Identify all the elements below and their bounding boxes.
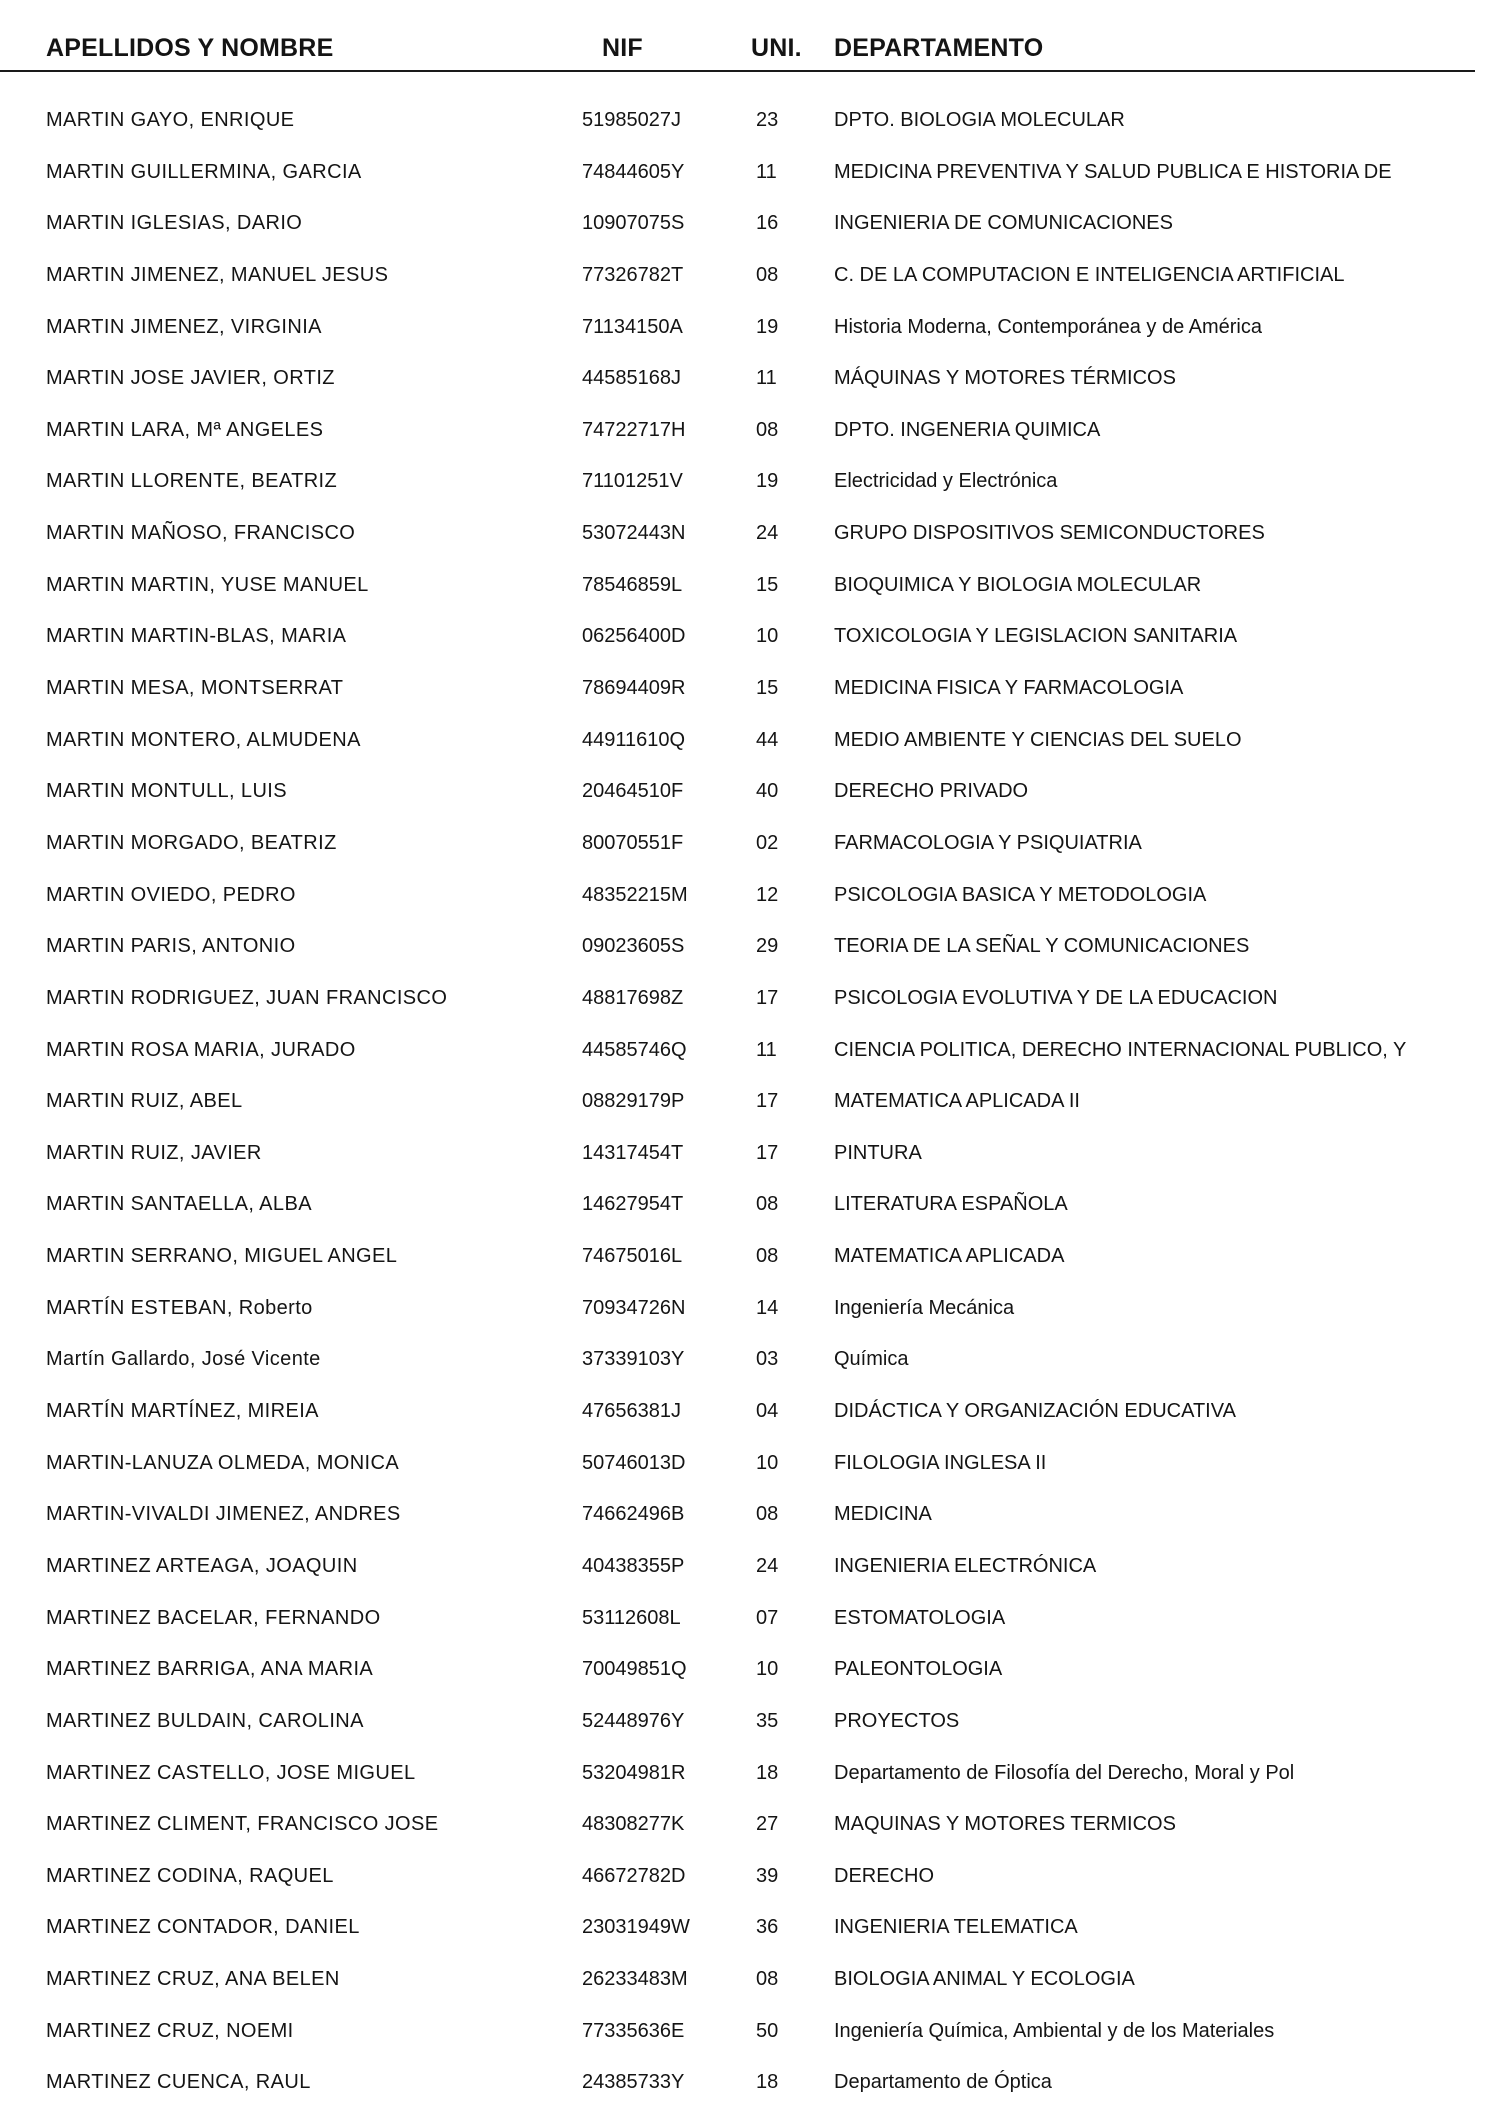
cell-uni: 19 [756,470,779,493]
cell-departamento: DPTO. INGENERIA QUIMICA [834,418,1101,441]
cell-uni: 44 [756,728,779,751]
cell-uni: 08 [756,1245,779,1268]
table-row [0,724,1500,776]
cell-name: MARTINEZ ARTEAGA, JOAQUIN [46,1554,358,1577]
cell-nif: 44585168J [582,367,681,390]
cell-name: MARTIN GAYO, ENRIQUE [46,109,295,131]
cell-uni: 08 [756,418,779,441]
cell-name: MARTIN JIMENEZ, VIRGINIA [46,315,322,338]
table-row [0,1447,1500,1499]
cell-uni: 50 [756,2019,779,2042]
table-row [0,207,1500,259]
cell-name: MARTIN SANTAELLA, ALBA [46,1193,312,1216]
cell-nif: 74844605Y [582,160,685,183]
cell-nif: 14627954T [582,1193,684,1216]
cell-nif: 50746013D [582,1451,686,1474]
cell-uni: 11 [756,1038,777,1061]
cell-nif: 48352215M [582,883,688,906]
cell-nif: 40438355P [582,1554,685,1577]
cell-nif: 51985027J [582,109,681,131]
cell-nif: 44585746Q [582,1038,687,1061]
cell-uni: 19 [756,315,779,338]
cell-departamento: PALEONTOLOGIA [834,1658,1003,1681]
table-row [0,879,1500,931]
cell-departamento: MEDICINA PREVENTIVA Y SALUD PUBLICA E HISTORIA DE [834,160,1392,183]
cell-uni: 08 [756,1968,779,1991]
cell-nif: 46672782D [582,1864,686,1887]
cell-nif: 53204981R [582,1761,686,1784]
cell-nif: 24385733Y [582,2071,685,2094]
table-row [0,827,1500,879]
cell-departamento: FARMACOLOGIA Y PSIQUIATRIA [834,831,1142,854]
cell-nif: 09023605S [582,935,685,958]
cell-name: MARTIN IGLESIAS, DARIO [46,212,303,235]
table-row [0,2066,1500,2118]
cell-nif: 48817698Z [582,986,684,1009]
table-row [0,1963,1500,2015]
cell-nif: 20464510F [582,780,684,803]
cell-nif: 71134150A [582,315,683,338]
table-row [0,1240,1500,1292]
cell-name: MARTINEZ CONTADOR, DANIEL [46,1916,360,1939]
table-row [0,517,1500,569]
cell-departamento: Historia Moderna, Contemporánea y de América [834,315,1262,338]
cell-departamento: ESTOMATOLOGIA [834,1606,1006,1629]
cell-name: MARTIN OVIEDO, PEDRO [46,883,296,906]
cell-departamento: DERECHO [834,1864,935,1887]
cell-nif: 74675016L [582,1245,683,1268]
cell-uni: 15 [756,573,779,596]
table-row [0,156,1500,208]
cell-departamento: PSICOLOGIA EVOLUTIVA Y DE LA EDUCACION [834,986,1278,1009]
cell-departamento: Electricidad y Electrónica [834,470,1058,493]
cell-uni: 40 [756,780,779,803]
cell-departamento: C. DE LA COMPUTACION E INTELIGENCIA ARTIFICIAL [834,263,1345,286]
header-uni: UNI. [751,34,802,62]
table-row [0,1911,1500,1963]
cell-name: MARTINEZ CRUZ, NOEMI [46,2019,294,2042]
table-header [0,34,1500,74]
cell-uni: 11 [756,367,777,390]
header-name: APELLIDOS Y NOMBRE [46,34,334,62]
cell-uni: 08 [756,263,779,286]
table-row [0,1034,1500,1086]
cell-departamento: PINTURA [834,1141,922,1164]
cell-name: MARTIN JOSE JAVIER, ORTIZ [46,367,335,390]
cell-uni: 17 [756,1090,779,1113]
cell-departamento: PROYECTOS [834,1709,960,1732]
cell-departamento: MATEMATICA APLICADA II [834,1090,1080,1113]
table-row [0,982,1500,1034]
header-departamento: DEPARTAMENTO [834,34,1044,62]
cell-uni: 18 [756,1761,779,1784]
cell-name: MARTINEZ CODINA, RAQUEL [46,1864,334,1887]
table-row [0,1550,1500,1602]
cell-departamento: LITERATURA ESPAÑOLA [834,1193,1068,1216]
cell-name: MARTINEZ CRUZ, ANA BELEN [46,1968,340,1991]
cell-departamento: CIENCIA POLITICA, DERECHO INTERNACIONAL PUBLICO, Y [834,1038,1407,1061]
cell-uni: 15 [756,677,779,700]
cell-name: MARTIN-VIVALDI JIMENEZ, ANDRES [46,1503,401,1526]
cell-name: MARTIN ROSA MARIA, JURADO [46,1038,356,1061]
cell-uni: 16 [756,212,779,235]
cell-departamento: Ingeniería Química, Ambiental y de los Materiales [834,2019,1275,2042]
cell-departamento: Química [834,1348,909,1371]
table-row [0,2015,1500,2067]
cell-nif: 78546859L [582,573,683,596]
cell-uni: 08 [756,1503,779,1526]
cell-uni: 07 [756,1606,779,1629]
cell-departamento: INGENIERIA TELEMATICA [834,1916,1078,1939]
table-row [0,930,1500,982]
table-row [0,1653,1500,1705]
table-row [0,672,1500,724]
cell-uni: 18 [756,2071,779,2094]
cell-name: MARTIN RODRIGUEZ, JUAN FRANCISCO [46,986,448,1009]
cell-departamento: FILOLOGIA INGLESA II [834,1451,1047,1474]
cell-nif: 80070551F [582,831,684,854]
cell-uni: 10 [756,1451,779,1474]
cell-departamento: PSICOLOGIA BASICA Y METODOLOGIA [834,883,1207,906]
cell-uni: 17 [756,1141,779,1164]
cell-nif: 77335636E [582,2019,685,2042]
cell-uni: 35 [756,1709,779,1732]
cell-nif: 74662496B [582,1503,685,1526]
table-row [0,1602,1500,1654]
cell-name: MARTIN MARTIN, YUSE MANUEL [46,573,369,596]
cell-uni: 24 [756,1554,779,1577]
cell-name: MARTIN MONTULL, LUIS [46,780,287,803]
cell-departamento: MEDIO AMBIENTE Y CIENCIAS DEL SUELO [834,728,1242,751]
cell-uni: 14 [756,1296,779,1319]
cell-name: MARTIN PARIS, ANTONIO [46,935,296,958]
cell-departamento: TOXICOLOGIA Y LEGISLACION SANITARIA [834,625,1238,648]
header-divider [0,70,1475,72]
table-row [0,1860,1500,1912]
cell-name: MARTIN MAÑOSO, FRANCISCO [46,522,356,545]
cell-name: MARTIN RUIZ, ABEL [46,1090,243,1113]
cell-uni: 36 [756,1916,779,1939]
cell-nif: 53112608L [582,1606,681,1629]
cell-nif: 14317454T [582,1141,684,1164]
cell-name: MARTINEZ BARRIGA, ANA MARIA [46,1658,374,1681]
cell-nif: 37339103Y [582,1348,685,1371]
cell-departamento: DERECHO PRIVADO [834,780,1029,803]
cell-departamento: MATEMATICA APLICADA [834,1245,1065,1268]
cell-nif: 23031949W [582,1916,690,1939]
cell-uni: 39 [756,1864,779,1887]
table-row [0,465,1500,517]
table-row [0,620,1500,672]
cell-name: MARTINEZ BULDAIN, CAROLINA [46,1709,364,1732]
cell-nif: 06256400D [582,625,686,648]
cell-nif: 74722717H [582,418,686,441]
cell-uni: 12 [756,883,779,906]
cell-uni: 04 [756,1400,779,1423]
table-row [0,775,1500,827]
cell-name: MARTIN MONTERO, ALMUDENA [46,728,361,751]
cell-nif: 70049851Q [582,1658,687,1681]
cell-uni: 17 [756,986,779,1009]
cell-uni: 02 [756,831,779,854]
cell-nif: 44911610Q [582,728,686,751]
table-row [0,259,1500,311]
cell-nif: 48308277K [582,1813,685,1836]
cell-name: Martín Gallardo, José Vicente [46,1348,321,1371]
header-nif: NIF [602,34,643,62]
cell-departamento: DIDÁCTICA Y ORGANIZACIÓN EDUCATIVA [834,1400,1236,1423]
cell-name: MARTIN MARTIN-BLAS, MARIA [46,625,347,648]
cell-departamento: INGENIERIA ELECTRÓNICA [834,1554,1097,1577]
cell-uni: 10 [756,1658,779,1681]
table-row [0,362,1500,414]
cell-departamento: Ingeniería Mecánica [834,1296,1015,1319]
cell-name: MARTIN SERRANO, MIGUEL ANGEL [46,1245,398,1268]
table-row [0,1085,1500,1137]
table-row [0,1757,1500,1809]
cell-nif: 53072443N [582,522,686,545]
cell-name: MARTIN GUILLERMINA, GARCIA [46,160,362,183]
cell-name: MARTIN LLORENTE, BEATRIZ [46,470,338,493]
cell-name: MARTÍN ESTEBAN, Roberto [46,1296,313,1319]
table-row [0,1705,1500,1757]
cell-departamento: MÁQUINAS Y MOTORES TÉRMICOS [834,367,1176,390]
cell-departamento: MEDICINA FISICA Y FARMACOLOGIA [834,677,1184,700]
table-row [0,414,1500,466]
table-row [0,1292,1500,1344]
cell-departamento: BIOQUIMICA Y BIOLOGIA MOLECULAR [834,573,1202,596]
cell-nif: 08829179P [582,1090,685,1113]
cell-name: MARTIN MORGADO, BEATRIZ [46,831,337,854]
cell-uni: 03 [756,1348,779,1371]
table-row [0,1343,1500,1395]
cell-nif: 77326782T [582,263,684,286]
cell-name: MARTINEZ CUENCA, RAUL [46,2071,311,2094]
table-row [0,311,1500,363]
cell-nif: 47656381J [582,1400,681,1423]
cell-nif: 52448976Y [582,1709,685,1732]
cell-name: MARTIN JIMENEZ, MANUEL JESUS [46,263,389,286]
cell-uni: 08 [756,1193,779,1216]
cell-name: MARTIN RUIZ, JAVIER [46,1141,262,1164]
cell-uni: 24 [756,522,779,545]
cell-name: MARTINEZ CASTELLO, JOSE MIGUEL [46,1761,416,1784]
cell-departamento: MEDICINA [834,1503,932,1526]
table-row [0,1188,1500,1240]
cell-uni: 10 [756,625,779,648]
table-row [0,1498,1500,1550]
cell-name: MARTÍN MARTÍNEZ, MIREIA [46,1400,319,1423]
cell-name: MARTIN LARA, Mª ANGELES [46,418,324,441]
cell-departamento: Departamento de Filosofía del Derecho, Moral y Pol [834,1761,1295,1784]
cell-departamento: Departamento de Óptica [834,2071,1052,2094]
cell-nif: 71101251V [582,470,683,493]
table-row [0,569,1500,621]
cell-nif: 26233483M [582,1968,688,1991]
table-row [0,1137,1500,1189]
cell-nif: 78694409R [582,677,686,700]
cell-departamento: MAQUINAS Y MOTORES TERMICOS [834,1813,1176,1836]
table-row [0,1808,1500,1860]
cell-departamento: BIOLOGIA ANIMAL Y ECOLOGIA [834,1968,1135,1991]
cell-uni: 29 [756,935,779,958]
table-body [0,104,1500,2118]
table-row [0,104,1500,156]
cell-nif: 10907075S [582,212,685,235]
cell-name: MARTINEZ CLIMENT, FRANCISCO JOSE [46,1813,439,1836]
cell-departamento: DPTO. BIOLOGIA MOLECULAR [834,109,1125,131]
cell-name: MARTINEZ BACELAR, FERNANDO [46,1606,381,1629]
cell-uni: 27 [756,1813,779,1836]
cell-uni: 11 [756,160,777,183]
cell-departamento: TEORIA DE LA SEÑAL Y COMUNICACIONES [834,935,1250,958]
cell-name: MARTIN-LANUZA OLMEDA, MONICA [46,1451,400,1474]
cell-nif: 70934726N [582,1296,686,1319]
cell-departamento: INGENIERIA DE COMUNICACIONES [834,212,1173,235]
cell-uni: 23 [756,109,779,131]
table-row [0,1395,1500,1447]
cell-name: MARTIN MESA, MONTSERRAT [46,677,344,700]
cell-departamento: GRUPO DISPOSITIVOS SEMICONDUCTORES [834,522,1265,545]
